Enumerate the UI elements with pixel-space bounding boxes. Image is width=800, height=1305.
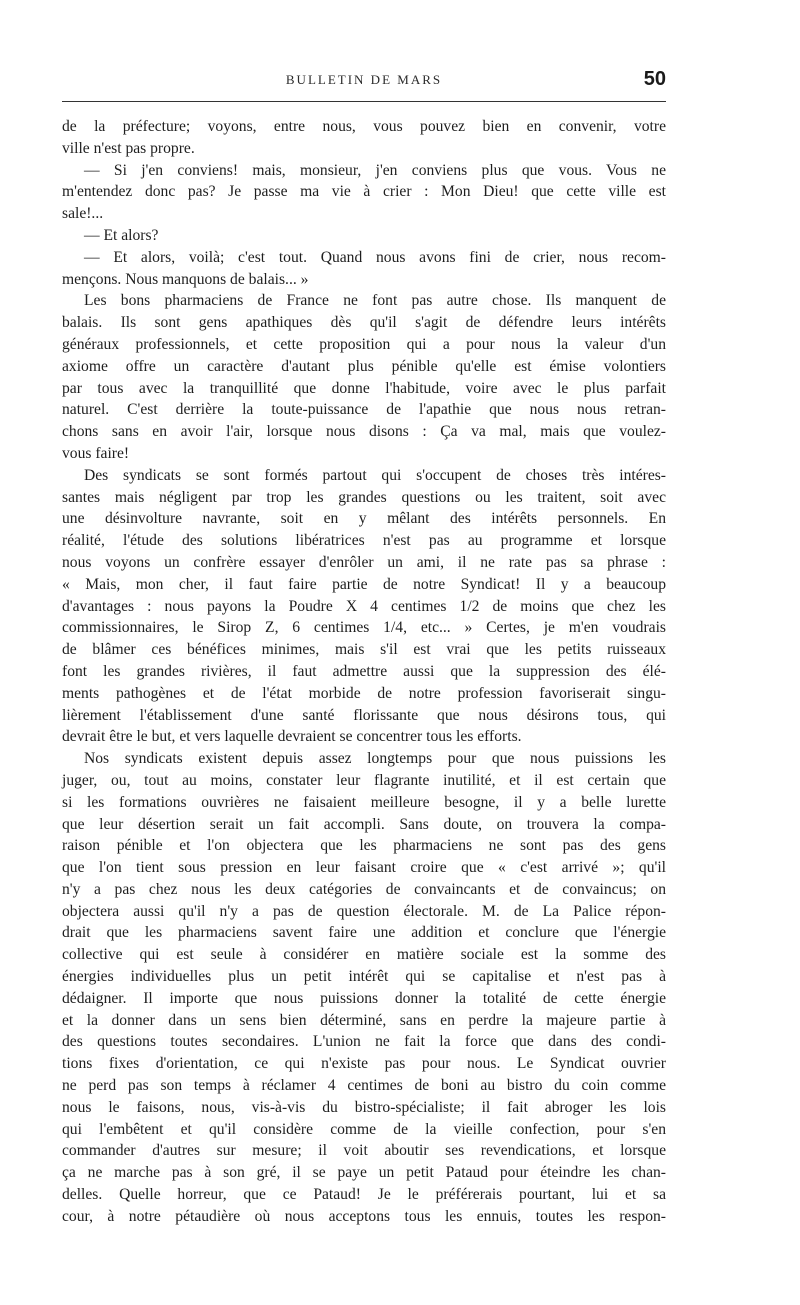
- text-line: réalité, l'étude des solutions libératrices n'est pas au programme et lorsque: [62, 532, 666, 550]
- running-head: BULLETIN DE MARS: [285, 72, 443, 87]
- text-line: nous voyons un confrère essayer d'enrôler un ami, il ne rate pas sa phrase :: [62, 553, 666, 571]
- header-rule: [62, 101, 666, 102]
- text-line: généraux professionnels, et cette proposition qui a pour nous la valeur d'un: [62, 335, 666, 353]
- text-line: qui l'embêtent et qu'il considère comme de la vieille confection, pour s'en: [62, 1120, 666, 1138]
- body-text: [62, 116, 666, 1228]
- text-line: ville n'est pas propre.: [62, 139, 195, 157]
- text-line: devrait être le but, et vers laquelle devraient se concentrer tous les efforts.: [62, 728, 522, 746]
- text-line: de la préfecture; voyons, entre nous, vous pouvez bien en convenir, votre: [62, 118, 666, 135]
- text-line: ments pathogènes et de l'état morbide de notre profession favoriserait singu-: [62, 684, 666, 702]
- text-line: font les grandes rivières, il faut admettre aussi que la suppression des élé-: [62, 662, 666, 680]
- text-line: des questions toutes secondaires. L'union ne fait la force que dans des condi-: [62, 1033, 666, 1051]
- text-line: commander d'autres sur mesure; il voit aboutir ses revendications, et lorsque: [62, 1142, 666, 1160]
- text-line: de blâmer ces bénéfices minimes, mais s'il est vrai que les petits ruisseaux: [62, 641, 666, 659]
- text-line: n'y a pas chez nous les deux catégories de convaincants et de convaincus; on: [62, 880, 666, 898]
- text-line: tions fixes d'orientation, ce qui n'existe pas pour nous. Le Syndicat ouvrier: [62, 1055, 666, 1073]
- text-line: commissionnaires, le Sirop Z, 6 centimes 1/4, etc... » Certes, je m'en voudrais: [62, 619, 666, 637]
- text-line: juger, ou, tout au moins, constater leur flagrante inutilité, et il est certain que: [62, 771, 666, 789]
- text-line: lièrement l'établissement d'une santé florissante que nous désirons tous, qui: [62, 706, 666, 724]
- text-line: que l'on tient sous pression en leur faisant croire que « c'est arrivé »; qu'il: [62, 859, 666, 877]
- text-line: énergies individuelles plus un petit intérêt qui se capitalise et n'est pas à: [62, 968, 666, 986]
- text-line: que leur désertion serait un fait accompli. Sans doute, on trouvera la compa-: [62, 815, 666, 833]
- text-line: — Et alors, voilà; c'est tout. Quand nous avons fini de crier, nous recom-: [84, 248, 666, 266]
- page-number: 50: [643, 68, 666, 90]
- text-line: drait que les pharmaciens savent faire une addition et conclure que l'énergie: [62, 924, 666, 942]
- text-line: ça ne marche pas à son gré, il se paye un petit Pataud pour éteindre les chan-: [62, 1164, 666, 1182]
- text-line: — Et alors?: [84, 226, 159, 244]
- text-line: mençons. Nous manquons de balais... »: [62, 270, 309, 288]
- text-line: par tous avec la tranquillité que donne l'habitude, voire avec le plus parfait: [62, 379, 666, 397]
- text-line: nous le faisons, nous, vis-à-vis du bistro-spécialiste; il fait abroger les lois: [62, 1098, 666, 1116]
- text-line: axiome offre un caractère d'autant plus pénible qu'elle est émise volontiers: [62, 357, 666, 375]
- text-line: cour, à notre pétaudière où nous acceptons tous les ennuis, toutes les respon-: [62, 1207, 666, 1225]
- text-line: d'avantages : nous payons la Poudre X 4 centimes 1/2 de moins que chez les: [62, 597, 666, 615]
- text-line: ne perd pas son temps à réclamer 4 centimes de boni au bistro du coin comme: [62, 1077, 666, 1095]
- text-line: « Mais, mon cher, il faut faire partie de notre Syndicat! Il y a beaucoup: [62, 575, 666, 593]
- text-line: delles. Quelle horreur, que ce Pataud! Je le préférerais pourtant, lui et sa: [62, 1186, 666, 1204]
- text-line: — Si j'en conviens! mais, monsieur, j'en conviens plus que vous. Vous ne: [84, 161, 666, 179]
- text-line: balais. Ils sont gens apathiques dès qu'il s'agit de défendre leurs intérêts: [62, 314, 666, 332]
- text-line: naturel. C'est derrière la toute-puissance de l'apathie que nous nous retran-: [62, 401, 666, 419]
- text-line: raison pénible et l'on objectera que les pharmaciens ne sont pas des gens: [62, 837, 666, 855]
- text-line: sale!...: [62, 205, 104, 223]
- page-header: [62, 68, 666, 98]
- text-line: chons sans en avoir l'air, lorsque nous disons : Ça va mal, mais que voulez-: [62, 423, 666, 441]
- text-line: vous faire!: [62, 444, 130, 462]
- text-line: et la donner dans un sens bien déterminé, sans en perdre la majeure partie à: [62, 1011, 666, 1029]
- text-line: m'entendez donc pas? Je passe ma vie à crier : Mon Dieu! que cette ville est: [62, 183, 666, 201]
- text-line: santes mais négligent par trop les grandes questions ou les traitent, soit avec: [62, 488, 666, 506]
- text-line: dédaigner. Il importe que nous puissions donner la totalité de cette énergie: [62, 989, 666, 1007]
- text-line: Les bons pharmaciens de France ne font pas autre chose. Ils manquent de: [84, 292, 666, 310]
- text-line: Nos syndicats existent depuis assez longtemps pour que nous puissions les: [84, 750, 666, 768]
- text-line: si les formations ouvrières ne faisaient meilleure besogne, il y a belle lurette: [62, 793, 666, 811]
- text-line: collective qui est seule à considérer en matière sociale est la somme des: [62, 946, 666, 964]
- text-line: objectera aussi qu'il n'y a pas de question électorale. M. de La Palice répon-: [62, 902, 666, 920]
- text-line: une désinvolture navrante, soit en y mêlant des intérêts personnels. En: [62, 510, 666, 528]
- text-line: Des syndicats se sont formés partout qui s'occupent de choses très intéres-: [84, 466, 666, 484]
